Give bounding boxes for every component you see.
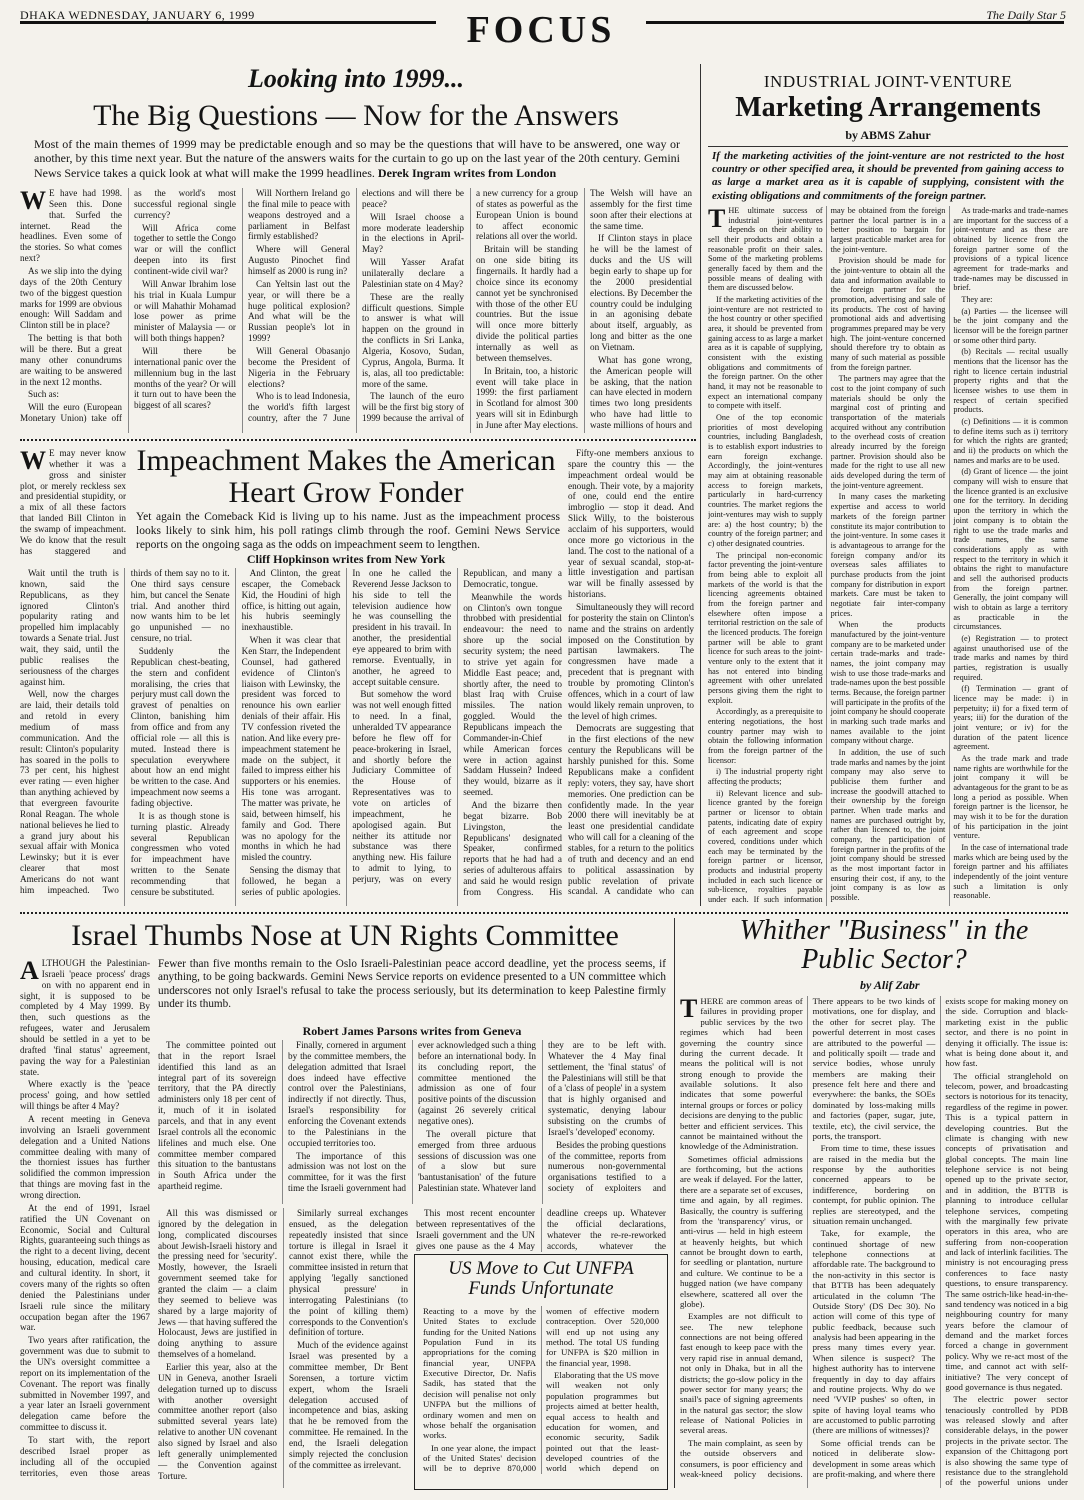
big-questions-paragraphs (20, 188, 692, 433)
marketing-headline: Marketing Arrangements (735, 92, 1041, 123)
impeachment-dropcap: W (20, 448, 46, 475)
whither-dropcap: T (680, 996, 698, 1023)
paragraph: Democrats are suggesting that in the first elections of the new century the Republicans will be harshly punished for this. Some Republicans make a confident reply: voters, they say, have short memories. One prediction can be confidently made. In the year 2000 there will inevitably be at least one presidential candidate who will call for a cleaning of the stables, for a return to the politics of truth and decency and an end to political assassination by public revelation of private scandal. A candidate who can (568, 723, 694, 897)
paragraph: At the end of 1991, Israel ratified the UN Covenant on Economic, Social and Cultural Rights, guaranteeing such things as the right to a decent living, decent housing, education, medical care and cultural identity. In short, it covers many of the rights so often denied the Palestinians under Israeli rule since the military occupation began after the 1967 war. (20, 1202, 150, 1333)
paragraph: Some official trends can be noticed in deliberate slow-development in some areas which are profit-making, and where there exists scope for making money on the side. Corruption and black-marketing exist in the public sector, and there is no point in denying it officially. The issue is: what is being done about it, and how fast. (812, 996, 1068, 1479)
paragraph: All this was dismissed or ignored by the delegation in long, complicated discourses about Jewish-Israeli history and the pressing need for 'security'. Mostly, however, the Israeli government seemed take for granted the claim — a claim they seemed to believe was shared by a large majority of Jews — that having suffered the Holocaust, Jews are justified in doing anything to assure themselves of a homeland. (158, 1208, 277, 1360)
impeachment-side-paragraphs (568, 448, 694, 906)
paragraph: The main complaint, as seen by the outside observers and consumers, is poor efficiency and weak-kneed policy decisions. There appears to be two kinds of motivations, one for display, and the other for secret play. The powerful deterrent in most cases are attributed to the powerful — and politically spoilt — trade and service bodies, whose unruly members are making their presence felt here and there and everywhere: the banks, the SOEs dominated by loss-making mills and factories (paper, sugar, jute, textile, etc), the civil service, the ports, the transport. (680, 996, 936, 1479)
paragraph: Can Yeltsin last out the year, or will there be a huge political explosion? And what will be the Russian people's lot in 1999? (248, 278, 350, 344)
impeachment-paragraphs (20, 568, 562, 906)
paragraph: (a) Parties — the licensee will be the joint company and the licensor will be the foreign partner or some other third party. (953, 306, 1068, 345)
israel-lead-paragraphs (20, 958, 150, 1488)
whither-body (680, 996, 1068, 1488)
impeachment-deck: Yet again the Comeback Kid is living up to his name. Just as the impeachment process looks likely to sink him, his poll ratings climb through the roof. Gemini News Service reports on the ongoing saga as the odds on impeachment seem to lengthen. (136, 511, 560, 551)
paragraph: Will Anwar Ibrahim lose his trial in Kuala Lumpur or will Mahathir Mohamad lose power as prime minister of Malaysia — or will both things happen? (134, 278, 236, 344)
dotted-separator-1 (20, 439, 696, 441)
paragraph: Sometimes official admissions are forthcoming, but the actions are weak if delayed. For the latter, there are a separate set of excuses, time and again, by all regimes. Basically, the country is suffering from the 'transparency' virus, or anti-virus — held in high esteem at heavenly heights, but which cannot be brought down to earth, for seedling or plantation, nurture and culture. We continue to be a hugged nation (we have company elsewhere, scattered all over the globe). (680, 1153, 803, 1309)
paragraph: As the trade mark and trade name rights are worthwhile for the joint company it will be advantageous for the grant to be as long a period as possible. When foreign partner is the licensor, he may wish it to be for the duration of his participation in the joint venture. (953, 753, 1068, 841)
paragraph: Britain will be standing on one side biting its fingernails. It hardly had a choice since its economy cannot yet be synchronised with those of the other EU countries. But the issue will once more bitterly divide the political parties internally as well as between themselves. (476, 244, 578, 363)
paragraph: Will the euro (European Monetary Union) take off as the world's most successful regional single currency? (20, 188, 236, 424)
paragraph: The committee pointed out that in the report Israel identified this land as an integral part of its sovereign territory, that the PA directly administers only 18 per cent of it, much of it in isolated parcels, and that in any event Israel controls all the economic lifelines and much else. One committee member compared this situation to the bantustans in South Africa under the apartheid regime. (158, 1040, 276, 1192)
paragraph: Finally, cornered in argument by the committee members, the delegation admitted that Israel does indeed have effective control over the Palestinians, indirectly if not directly. Thus, Israel's responsibility for enforcing the Covenant extends to the Palestinians in the occupied territories too. (288, 1040, 406, 1148)
paragraph: Accordingly, as a prerequisite to entering negotiations, the host country partner may wish to obtain the following information from the foreign partner of the licensor: (708, 707, 823, 765)
big-questions-byline: Derek Ingram writes from London (377, 165, 557, 180)
paragraph: Similarly surreal exchanges ensued, as the delegation repeatedly insisted that since torture is illegal in Israel it cannot exist there, while the committee insisted in return that applying 'legally sanctioned physical pressure' in interrogating Palestinians (to the point of killing them) corresponds to the Convention's definition of torture. (289, 1208, 408, 1338)
paragraph: (c) Definitions — it is common to define items such as i) territory for which the rights are granted; and ii) the products on which the names and marks are to be used. (953, 417, 1068, 465)
paragraph: In many cases the marketing expertise and access to world markets of the foreign partner constitute its major contribution to the joint-venture. In some cases it is advantageous to arrange for the foreign company and/or its overseas sales affiliates to purchase products from the joint company for distribution in export markets. Care must be taken to negotiate fair inter-company prices. (830, 492, 946, 618)
israel-byline: Robert James Parsons writes from Geneva (302, 1024, 522, 1038)
paragraph: Take, for example, the continued shortage of new telephone connections at affordable rate. The background to the non-activity in this sector is that BTTB has been adequately articulated in the column 'The Outside Story' (DS Dec 30). No action will come of this type of public feedback, because such analysis had been appearing in the press many times every year. When silence is suspect? The highest authority has to intervene frequently in day to day affairs and routine projects. Why do we need 'VVIP pushes' so often, in spite of having loyal teams who are accustomed to public parroting (there are millions of witnesses)? (812, 1228, 936, 1436)
paragraph: The official stranglehold on telecom, power, and broadcasting sectors is notorious for its tenacity, regardless of the regime in power. This is a typical pattern in developing countries. But the climate is changing with new concepts of privatisation and global concepts. The main line telephone service is not being opened up to the private sector, and in addition, the BTTB is planning to introduce cellular telephone services, competing with the marginally few private operators in this area, who are suffering from non-cooperation and lack of interlink facilities. The ministry is not encouraging press conferences to face nasty questions, to ensure transparency. The same ostrich-like head-in-the-sand tendency was noticed in a big neighbouring country for many years before the clamour of demand and the market forces forced a change in government policy. Why we re-act most of the time, and cannot act with self-initiative? The very concept of good governance is thus negated. (945, 1070, 1068, 1392)
paragraph: Where exactly is the 'peace process' going, and how settled will things be after 4 May? (20, 1079, 150, 1112)
paragraph: The electric power sector tenaciously controlled by PDB was released slowly and after considerable delays, in the power projects in the private sector. The expansion of the Chittagong port is also showing the same type of resistance due to the stranglehold of the powerful unions under (945, 1394, 1068, 1488)
paragraph: They are: (961, 295, 993, 305)
paragraph: This most recent encounter between representatives of the Israeli government and the UN gives one pause as the 4 May deadline creeps up. Whatever the official declarations, whatever the re-re-reworked accords, whatever the (416, 1208, 666, 1251)
big-questions-deck-text: Most of the main themes of 1999 may be predictable enough and so may be the questions that will have to be answered, one way or another, by this time next year. But the nature of the answers waits for the curtain to go up on the last year of the 20th century. Gemini News Service takes a quick look at what will make the 1999 headlines. (34, 137, 680, 180)
paragraph: Who is to lead Indonesia, the world's fifth largest country, after the 7 June elections and will there be peace? (248, 188, 464, 424)
paragraph: The principal non-economic factor preventing the joint-venture from being able to exploit all markets of the world is that the licencing agreements obtained from the foreign partner and elsewhere often impose a territorial restriction on the sale of the licenced products. The foreign partner will be able to grant licence for such areas to the joint-venture only to the extent that it has not entered into binding agreement with other unrelated persons giving them the right to exploit. (708, 550, 823, 705)
big-questions-body (20, 188, 692, 433)
paragraph: Will Africa come together to settle the Congo war or will the conflict deepen into its first continent-wide civil war? (134, 222, 236, 277)
paragraph: Two years after ratification, the government was due to submit to the UN's oversight committee a report on its implementation of the Covenant. The report was finally submitted in November 1997, and a year later an Israeli government delegation came before the committee to discuss it. (20, 1335, 150, 1433)
paragraph: LTHOUGH the Palestinian-Israeli 'peace process' drags on with no apparent end in sight, it is supposed to be completed by 4 May 1999. By then, such questions as the refugees, water and Jerusalem should be settled in a yet to be drafted 'final status' agreement, paving the way for a Palestinian state. (20, 958, 150, 1077)
impeachment-sidebar-column (568, 448, 694, 906)
marketing-rule (708, 146, 1068, 147)
paragraph: From time to time, these issues are raised in the media but the response by the authorities concerned appears to be indifference, bordering on contempt, for public opinion. The replies are stereotyped, and the situation remain unchanged. (812, 1143, 936, 1226)
paragraph: When the products manufactured by the joint-venture company are to be marketed under certain trade-marks and trade-names, the joint company may wish to use those trade-marks and trade-names upon the best possible terms. Because, the foreign partner will participate in the profits of the joint company he should cooperate in marking such trade marks and names available to the joint company without charge. (830, 620, 946, 746)
marketing-deck: If the marketing activities of the joint-venture are not restricted to the host country or other specified area, it should be prevented from gaining access to as large a market area as it is capable of supplying, consistent with the existing obligations and commitments of the foreign partner. (712, 150, 1064, 202)
paragraph: (b) Recitals — recital usually mentions that the licensor has the right to licence certain industrial property rights and that the licensee wishes to use them in respect of certain specified products. (953, 347, 1068, 415)
israel-body (158, 1040, 666, 1204)
israel-headline: Israel Thumbs Nose at UN Rights Committee (71, 919, 619, 952)
paragraph: E have had 1998. Seen this. Done that. Surfed the internet. Read the headlines. Even some of the stories. So what comes next? (20, 188, 122, 264)
israel-dropcap: A (20, 958, 39, 985)
marketing-paragraphs (708, 206, 1068, 906)
big-questions-deck (34, 137, 680, 183)
paragraph: When it was clear that Ken Starr, the Independent Counsel, had gathered evidence of Clinton's liaison with Lewinsky, the president was forced to renounce his own earlier denials of their affair. His TV confession riveted the nation. And like every pre-impeachment statement he made on the subject, it failed to impress either his supporters or his enemies. His tone was arrogant. The matter was private, he said, between himself, his family and God. There was no apology for the months in which he had misled the country. (241, 635, 341, 863)
paragraph: Meanwhile the words on Clinton's own tongue throbbed with presidential endeavour: the need to shore up the social security system; the need to strive yet again for Middle East peace; and, shortly after, the need to blast Iraq with Cruise missiles. The nation goggled. Would the Republicans impeach the Commander-in-Chief while American forces were in action against Saddam Hussein? Indeed they would, bizarre as it seemed. (463, 591, 562, 798)
paragraph: To start with, the report described Israel proper as including all of the occupied territories, even those areas (20, 1434, 150, 1478)
paragraph: (d) Grant of licence — the joint company will wish to ensure that the licence granted is an exclusive one for the territory. In deciding upon the territory in which the joint company is to obtain the right to use the trade marks and trade names, the same considerations apply as with respect to the territory in which it obtains the right to manufacture and sell the authorised products from the foreign partner. Generally, the joint company will wish to obtain as large a territory as practicable in the circumstances. (953, 467, 1068, 632)
section-title: FOCUS (436, 8, 646, 52)
paragraph: In one year alone, the impact of the United States' decision will be to deprive 870,000 women of effective modern contraception. Over 520,000 will end up not using any method. The total US funding for UNFPA is $20 million in the financial year, 1998. (423, 1305, 659, 1474)
paragraph: Provision should be made for the joint-venture to obtain all the data and information available to the foreign partner for the promotion, advertising and sale of its products. The cost of having promotional aids and advertising programmes prepared may be very high. The joint-venture concerned should therefore try to obtain as many of such material as possible from the foreign partner. (830, 256, 946, 372)
big-questions-headline: The Big Questions — Now for the Answers (93, 99, 619, 132)
paragraph: What has gone wrong, the American people will be asking, that the nation can have elected in modern times two long presidents who have had little to waste millions of hours and (590, 354, 692, 431)
paragraph: Will General Obasanjo become the President of Nigeria in the February elections? (248, 346, 350, 389)
impeachment-headline-line2: Heart Grow Fonder (228, 476, 464, 509)
israel-tail-paragraphs (416, 1208, 666, 1252)
masthead (0, 0, 1084, 70)
paragraph: Such as: (28, 389, 59, 400)
marketing-kicker: INDUSTRIAL JOINT-VENTURE (763, 72, 1013, 91)
paragraph: Sensing the dismay that followed, he began a series of public apologies. In one he called the Reverend Jesse Jackson to his side to tell the television audience how he was counselling the president in his travail. In another, the presidential eye appeared to brim with remorse. Eventually, in another, he agreed to accept suitable censure. (241, 568, 452, 897)
paragraph: In Britain, too, a historic event will take place in 1999: the first parliament in Scotland for almost 300 years will sit in Edinburgh in June after May elections. The Welsh will have an assembly for the first time soon after their elections at the same time. (476, 188, 692, 431)
whither-byline: by Alif Zabr (860, 978, 920, 992)
paragraph: Will there be international panic over the millennium bug in the last months of the year? Or will it turn out to have been the biggest of all scares? (134, 346, 236, 411)
israel-deck: Fewer than five months remain to the Oslo Israeli-Palestinian peace accord deadline, yet the process seems, if anything, to be going backwards. Gemini News Service reports on evidence presented to a UN committee which underscores not only Israel's refusal to take the process seriously, but its determination to keep Palestine firmly under its thumb. (158, 958, 666, 1011)
marketing-byline: by ABMS Zahur (845, 128, 931, 142)
paragraph: As we slip into the dying days of the 20th Century two of the biggest question marks for 1999 are obvious enough: Will Saddam and Clinton still be in place? (20, 266, 122, 331)
unfpa-box (414, 1254, 668, 1490)
impeachment-headline-line1: Impeachment Makes the American (136, 444, 556, 477)
paragraph: Earlier this year, also at the UN in Geneva, another Israeli delegation turned up to discuss with another oversight committee another report (also submitted several years late) relative to another UN covenant also signed by Israel and also left generally unimplemented — the Convention against Torture. (158, 1362, 277, 1481)
paragraph: Will Yasser Arafat unilaterally declare a Palestinian state on 4 May? (362, 257, 464, 289)
paragraph: But somehow the word was not well enough fitted to need. In a final, unheralded TV appearance before he flew off for peace-brokering in Israel, and shortly before the Judiciary Committee of the House of Representatives was to vote on articles of impeachment, he apologised again. But neither its attitude nor substance was there anything new. His failure to admit to lying, to perjury, was on every Republican, and many a Democratic, tongue. (352, 568, 562, 885)
paragraph: Will Israel choose a more moderate leadership in the elections in April-May? (362, 211, 464, 255)
paragraph: i) The industrial property right affecting the products; (708, 767, 823, 786)
marketing-dropcap: T (708, 206, 726, 233)
paragraph: HERE are common areas of failures in providing proper public services by the two regimes which had been governing the country since during the current decade. It means the political will is not strong enough to provide the available solutions. It also indicates that some powerful internal groups or forces or policy decisions are denying to the public better and efficient services. This cannot be maintained without the knowledge of the Administration. (680, 996, 803, 1152)
paragraph: Where will General Augusto Pinochet find himself as 2000 is rung in? (248, 244, 350, 277)
paragraph: Fifty-one members anxious to spare the country this — the impeachment ordeal would be enough. Their vote, by a majority of one, could end the entire imbroglio — stop it dead. And Slick Willy, to the boisterous acclaim of his supporters, would once more go victorious in the land. The cost to the national of a year of sexual scandal, stop-at-little investigation and partisan war will be finally assessed by historians. (568, 448, 694, 600)
paragraph: Elaborating that the US move will weaken not only population programmes but projects aimed at better health, equal access to health and education for women, and economic security, Sadik pointed out that the least-developed countries of the world which depend on (546, 1370, 659, 1474)
paragraph: (e) Registration — to protect against unauthorised use of the trade marks and names by third parties, registration is usually required. (953, 633, 1068, 682)
paragraph: In the case of international trade marks which are being used by the foreign partner and his affiliates independently of the joint venture such a limitation is only reasonable. (953, 843, 1068, 901)
unfpa-body (423, 1306, 659, 1474)
paragraph: A recent meeting in Geneva involving an Israeli government delegation and a United Nations committee dealing with many of the thorniest issues has further solidified the common impression that things are moving fast in the wrong direction. (20, 1114, 150, 1201)
marketing-body (708, 206, 1068, 906)
paragraph: Examples are not difficult to see. The new telephone connections are not being offered fast enough to keep pace with the very rapid rise in annual demand, not only in Dhaka, but in all the districts; the go-slow policy in the power sector for many years; the snail's pace of signing agreements in the natural gas sector; the slow release of National Policies in several areas. (680, 1311, 803, 1436)
paragraph: The partners may agree that the cost to the joint company of such materials should be only the marginal cost of printing and transportation of the materials acquired without any contribution to the overhead costs of creation already incurred by the foreign partner. Provision should also be made for the right to use all new aids developed during the term of the joint-venture agreement. (830, 374, 946, 490)
paragraph: And the bizarre then begat bizarre. Bob Livingston, the Republicans' designated Speaker, confirmed reports that he had had a series of adulterous affairs and said he would resign from Congress. His (463, 800, 562, 897)
paragraph: Besides the probing questions of the committee, reports from numerous non-governmental organisations testified to a society of exploiters and (548, 1139, 666, 1194)
paragraph: Reacting to a move by the United States to exclude funding for the United Nations Population Fund in its appropriations for the coming financial year, UNFPA Executive Director, Dr. Nafis Sadik, has stated that the decision will penalise not only UNFPA but the millions of ordinary women and men on whose behalf the organisation works. (423, 1305, 536, 1441)
israel-paragraphs (158, 1040, 666, 1204)
whither-paragraphs (680, 996, 1068, 1488)
paragraph: Much of the evidence against Israel was presented by a committee member, Dr Bent Sorensen, a torture victim expert, whom the Israeli delegation accused of incompetence and bias, asking that he be removed from the committee. He remained. In the end, the Israeli delegation simply rejected the conclusion of the committee as irrelevant. (289, 1340, 408, 1470)
paragraph: The betting is that both will be there. But a great many other conundrums are waiting to be answered in the next 12 months. (20, 333, 122, 387)
israel-tail (416, 1208, 666, 1252)
paper-page: The Daily Star 5 (986, 8, 1066, 22)
paragraph: It is as though stone is turning plastic. Already several Republican congressmen who voted for impeachment have written to the Senate recommending that censure be substituted. (130, 810, 230, 897)
whither-headline: Whither "Business" in the Public Sector? (739, 915, 1029, 976)
paragraph: If Clinton stays in place he will be the lamest of ducks and the US will begin early to shape up for the 2000 presidential elections. By December the country could be indulging in an agonising debate about itself, arguably, as long and bitter as the one on Vietnam. (590, 233, 692, 353)
unfpa-headline-line2: Funds Unfortunate (468, 1277, 614, 1299)
israel-body-lower (158, 1208, 408, 1488)
unfpa-headline-line1: US Move to Cut UNFPA (448, 1258, 634, 1279)
paragraph: One of the top economic priorities of most developing countries, including Bangladesh, is to establish export industries to earn foreign exchange. Accordingly, the joint-ventures may aim at obtaining reasonable access to foreign markets, particularly in hard-currency countries. The market regions the joint-ventures may wish to supply are: a) the host country; b) the country of the foreign partner; and c) other designated countries. (708, 413, 823, 548)
unfpa-paragraphs (423, 1306, 659, 1474)
impeachment-lead-text: E may never know whether it was a gross and sinister plot, or merely reckless sex and presidential stupidity, or a mix of all these factors that landed Bill Clinton in the swamp of impeachment. We do know that the result has staggered and (20, 448, 126, 556)
impeachment-lead (20, 448, 126, 562)
paragraph: If the marketing activities of the joint-venture are not restricted to the host country or other specified area, it should be prevented from gaining access to as large a market area as it is capable of supplying, consistent with the existing obligations and commitments of the foreign partner. On the other hand, it may not be reasonable to expect an international company to compete with itself. (708, 295, 823, 411)
israel-lower-paragraphs (158, 1208, 408, 1488)
impeachment-body (20, 568, 562, 906)
paragraph: Well, now the charges are laid, their details told and retold in every medium of mass communication. And the result: Clinton's popularity has soared in the polls to 73 per cent, his highest ever rating — even higher than anything achieved by that evergreen favourite Ronal Reagan. The whole national believes he lied to a grand jury about his sexual affair with Monica Lewinsky; but it is ever clearer that most Americans do not want him impeached. Two thirds of them say no to it. One third says censure him, but cancel the Senate trial. And another third now wants him to be let go unpunished — no censure, no trial. (20, 568, 230, 895)
paragraph: In addition, the use of such trade marks and names by the joint company may also serve to publicise them further and increase the goodwill attached to their ownership by the foreign partner. When trade marks and names are purchased outright by, rather than licenced to, the joint company, the participation of foreign partner in the profits of the joint company should be stressed as the most important factor in ensuring their cost, if any, to the joint company is as low as possible. (830, 747, 946, 903)
impeachment-byline: Cliff Hopkinson writes from New York (246, 552, 446, 566)
paragraph: The importance of this admission was not lost on the committee, for it was the first time the Israeli government had ever acknowledged such a thing before an international body. In its concluding report, the committee mentioned the admission as one of four positive points of the discussion (against 26 severely critical negative ones). (288, 1040, 536, 1194)
paragraph: Will Northern Ireland go the final mile to peace with weapons destroyed and a parliament in Belfast firmly established? (248, 188, 350, 242)
column-divider-right (700, 64, 701, 906)
dotted-separator-2 (20, 912, 1068, 914)
paragraph: (f) Termination — grant of licence may be made: i) in perpetuity; ii) for a fixed term of years; iii) for the duration of the joint venture; or iv) for the duration of the patent licence agreement. (953, 684, 1068, 752)
paragraph: Wait until the truth is known, said the Republicans, as they ignored Clinton's popularity rating and propelled him implacably towards a Senate trial. Just wait, they said, until the public realises the seriousness of the charges against him. (20, 568, 119, 687)
paragraph: Suddenly the Republican chest-beating, the stern and confident moralising, the cries that perjury must call down the gravest of penalties on Clinton, banishing him from office and from any official role — all this is muted. Instead there is speculation everywhere about how an end might be written to the case. And impeachment now seems a fading objective. (130, 646, 230, 809)
big-questions-dropcap: W (20, 188, 46, 215)
paragraph: Simultaneously they will record for posterity the stain on Clinton's name and the strains on ardently imposed on the Constitution by partisan lawmakers. The congressmen have made a precedent that is pregnant with trouble by promoting Clinton's offences, which in a court of law would likely remain unproven, to the level of high crimes. (568, 602, 694, 721)
paragraph: HE ultimate success of industrial joint-ventures depends on their ability to sell their products and obtain a reasonable profit on their sales. Some of the marketing problems generally faced by them and the possible means of dealing with them are discussed below. (708, 206, 823, 293)
big-questions-kicker: Looking into 1999... (248, 64, 464, 93)
paragraph: As trade-marks and trade-names are important for the success of a joint-venture and as these are obtained by licence from the foreign partner some of the provisions of a typical licence agreement for trade-marks and trade-names may be discussed in brief. (953, 206, 1068, 293)
paragraph: The overall picture that emerged from three arduous sessions of discussion was one of a slow but sure 'bantustanisation' of the future Palestinian state. Whatever land they are to be left with. Whatever the 4 May final settlement, the 'final status' of the Palestinians will still be that of a 'class of people' in a system that is highly organised and systematic, denying labour subsisting on the crumbs of Israel's 'developed' economy. (418, 1040, 666, 1194)
paragraph: These are the really difficult questions. Simple to answer is what will happen on the ground in the conflicts in Sri Lanka, Algeria, Kosovo, Sudan, Cyprus, Angola, Burma. It is, alas, all too predictable: more of the same. (362, 291, 464, 389)
dateline: DHAKA WEDNESDAY, JANUARY 6, 1999 (20, 8, 255, 22)
column-divider-bottom (674, 918, 675, 1488)
paragraph: And Clinton, the great escaper, the Comeback Kid, the Houdini of high office, is hitting out again, his hubris seemingly inexhaustible. (241, 568, 341, 633)
israel-lead-column (20, 958, 150, 1488)
paragraph: The launch of the euro will be the first big story of 1999 because the arrival of a new currency for a group of states as powerful as the European Union is bound to affect economic relations all over the world. (362, 188, 578, 424)
paragraph: ii) Relevant licence and sub-licence granted by the foreign partner or licensor to obtain patents, indicating date of expiry of each agreement and scope covered, conditions under which each may be terminated by the foreign partner or licensor, products and industrial property included in each such licence or sub-licence, royalties payable under each. If such information may be obtained from the foreign partner the local partner is in a better position to bargain for largest practicable market area for the joint-venture. (708, 206, 946, 905)
